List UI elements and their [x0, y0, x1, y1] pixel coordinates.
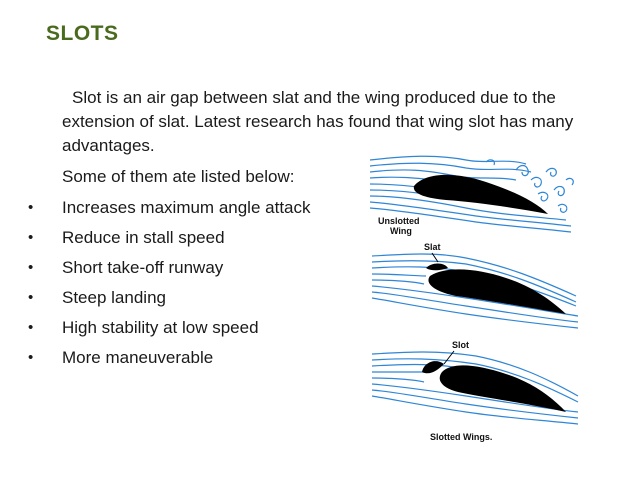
bullet-icon: • — [28, 259, 34, 276]
list-item: • More maneuverable — [28, 346, 311, 376]
slotted-wing-icon — [440, 365, 566, 412]
description-text: Slot is an air gap between slat and the wing produced due to the extension of slat. Latest research has found that wing slot has many advantages. — [62, 88, 574, 155]
slotted-slat-icon — [422, 361, 444, 373]
bullet-icon: • — [28, 289, 34, 306]
label-unslotted: Unslotted — [378, 216, 420, 226]
description-paragraph — [62, 86, 607, 158]
list-item: • High stability at low speed — [28, 316, 311, 346]
label-slot: Slot — [452, 340, 469, 350]
slot-airflow-figure — [366, 150, 588, 450]
bullet-icon: • — [28, 319, 34, 336]
list-item: • Short take-off runway — [28, 256, 311, 286]
label-wing: Wing — [390, 226, 412, 236]
slide-title: SLOTS — [46, 22, 119, 45]
unslotted-wing-icon — [414, 175, 548, 214]
mid-wing-icon — [428, 269, 566, 314]
bullet-icon: • — [28, 199, 34, 216]
bullet-icon: • — [28, 349, 34, 366]
list-item: • Increases maximum angle attack — [28, 196, 311, 226]
intro-text: Some of them ate listed below: — [62, 167, 295, 186]
advantages-list — [28, 196, 311, 376]
list-item: • Steep landing — [28, 286, 311, 316]
figure-caption: Slotted Wings. — [430, 432, 493, 442]
list-item: • Reduce in stall speed — [28, 226, 311, 256]
bullet-icon: • — [28, 229, 34, 246]
label-slat: Slat — [424, 242, 441, 252]
